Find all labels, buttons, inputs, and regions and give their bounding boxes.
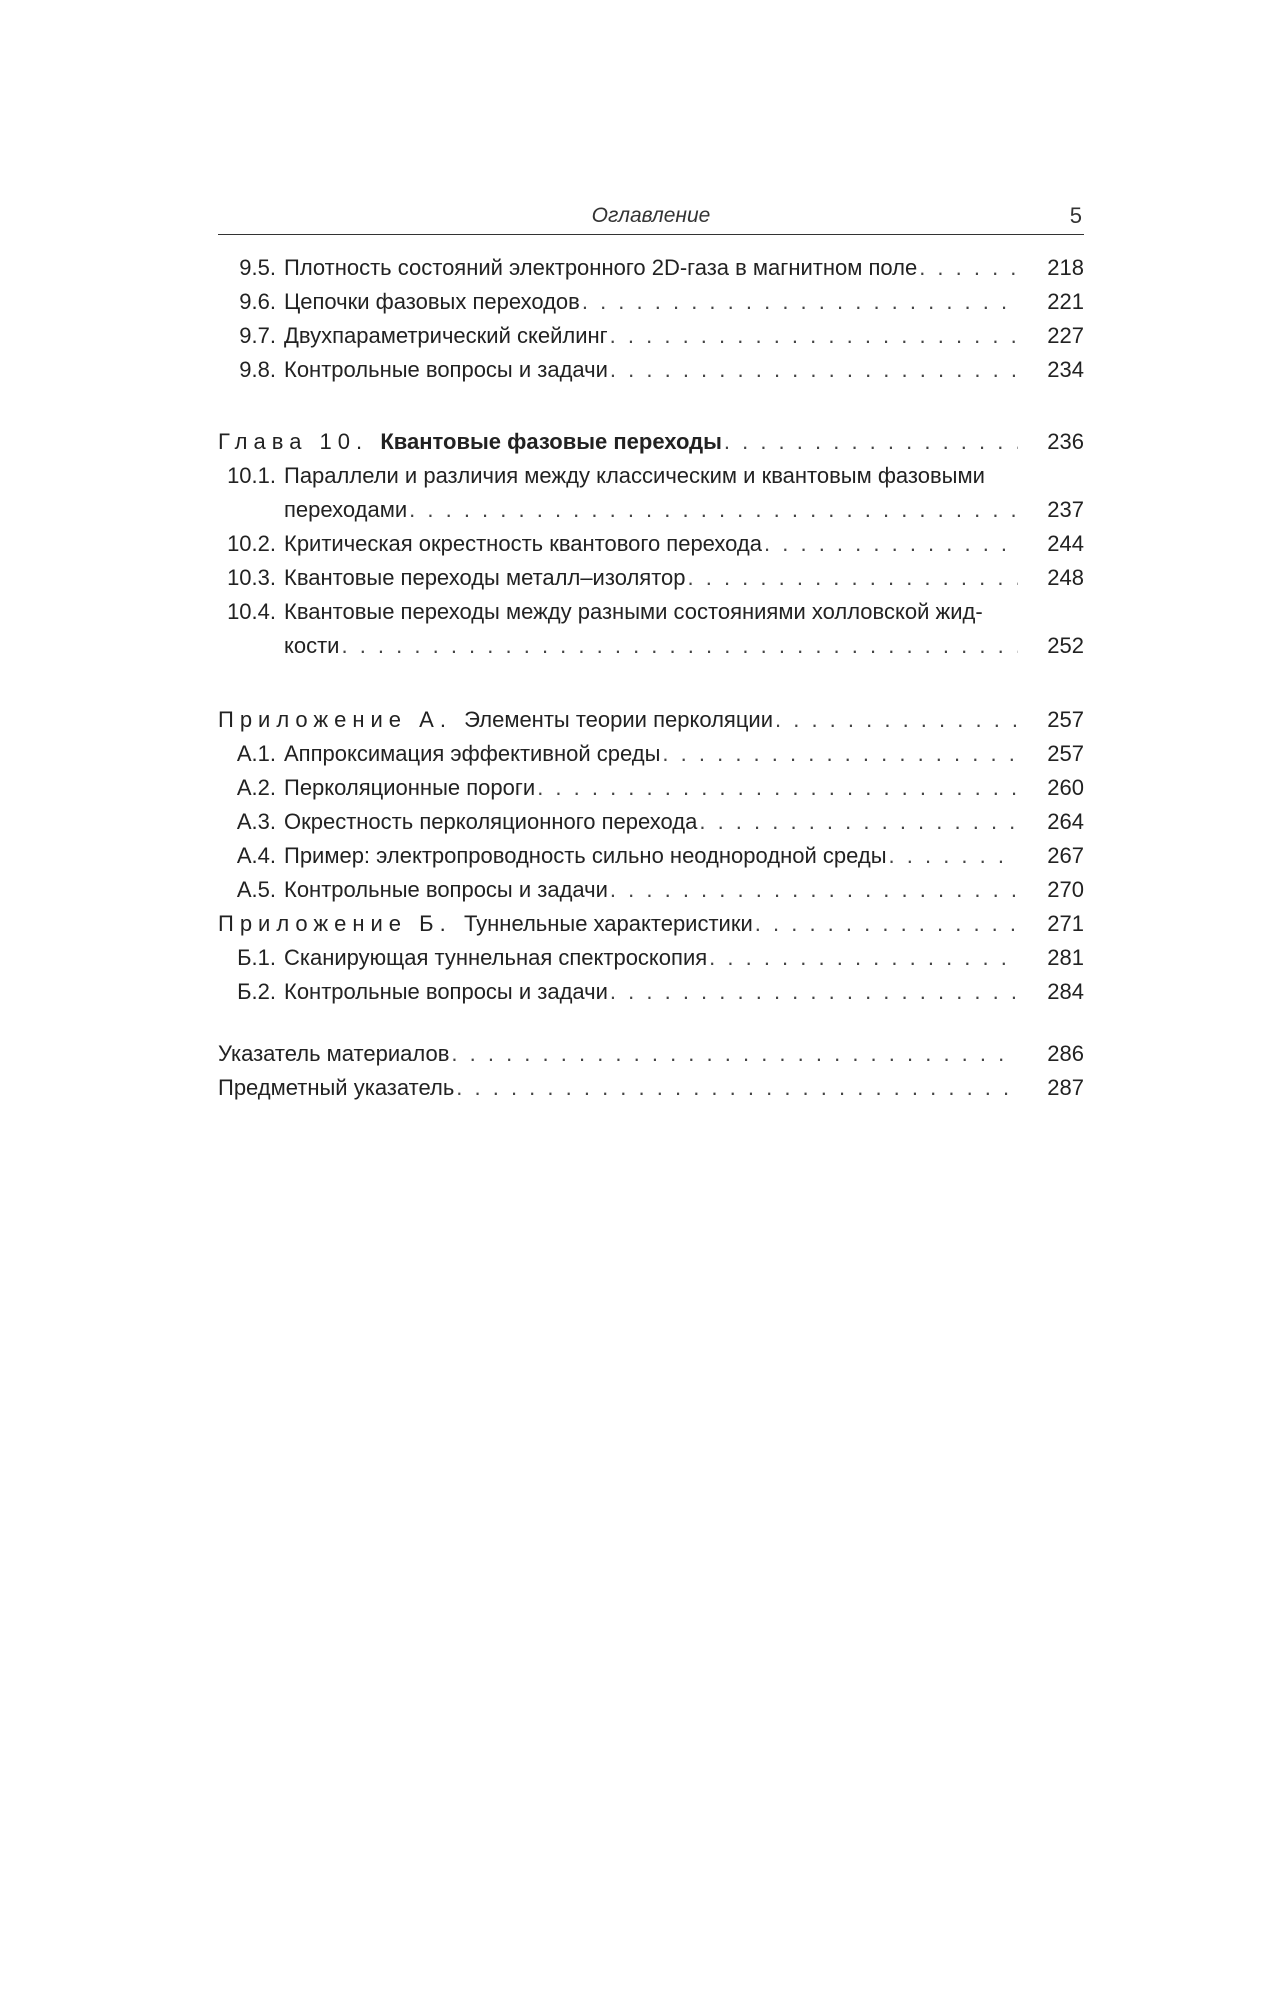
leader-dots [889,839,1018,873]
toc-entry[interactable] [218,873,1084,907]
section-number: 10.4. [227,599,276,624]
toc-entry[interactable] [218,941,1084,975]
toc-entry[interactable] [218,737,1084,771]
chapter-title: Квантовые фазовые переходы [380,429,722,454]
section-number: 9.8. [239,357,276,382]
section-title-line1: Квантовые переходы между разными состояниями холловской жид- [284,599,983,624]
leader-dots [610,353,1018,387]
leader-dots [610,975,1018,1009]
section-number: 9.5. [239,255,276,280]
section-title: Двухпараметрический скейлинг [284,323,608,348]
section-number: Б.2. [237,979,276,1004]
toc-entry[interactable] [218,319,1084,353]
toc-block-appendix-b [218,907,1084,1009]
leader-dots [775,703,1018,737]
leader-dots [724,425,1018,459]
section-number: 10.2. [227,531,276,556]
page-number: 270 [1047,877,1084,902]
toc-appendix-entry[interactable] [218,907,1084,941]
leader-dots [537,771,1018,805]
toc-chapter-entry[interactable] [218,425,1084,459]
section-title: Сканирующая туннельная спектроскопия [284,945,708,970]
page-number: 248 [1047,565,1084,590]
section-number: Б.1. [237,945,276,970]
section-title: Контрольные вопросы и задачи [284,877,608,902]
page-number: 252 [1047,633,1084,658]
section-title: Критическая окрестность квантового перехода [284,531,763,556]
appendix-title: Туннельные характеристики [463,911,753,936]
page-number: 271 [1047,911,1084,936]
page-number: 218 [1047,255,1084,280]
page-number: 287 [1047,1075,1084,1100]
section-title-line2: кости [284,633,340,658]
toc-page [218,200,1084,1105]
page-number: 286 [1047,1041,1084,1066]
toc-block-ch9 [218,251,1084,387]
page-number: 227 [1047,323,1084,348]
section-number: А.5. [236,877,276,902]
leader-dots [755,907,1018,941]
running-header [218,200,1084,235]
header-title: Оглавление [591,204,711,227]
section-title-line1: Параллели и различия между классическим и квантовым фазовыми [284,463,985,488]
toc-entry[interactable] [218,527,1084,561]
section-number: А.4. [236,843,276,868]
leader-dots [699,805,1018,839]
page-number: 221 [1047,289,1084,314]
leader-dots [688,561,1019,595]
leader-dots [764,527,1018,561]
toc-entry[interactable] [218,353,1084,387]
leader-dots [451,1037,1018,1071]
toc-block-indexes [218,1037,1084,1105]
section-title: Контрольные вопросы и задачи [284,357,608,382]
page-number: 237 [1047,497,1084,522]
section-number: А.1. [236,741,276,766]
leader-dots [709,941,1018,975]
appendix-title: Элементы теории перколяции [464,707,773,732]
toc-entry[interactable] [218,771,1084,805]
toc-appendix-entry[interactable] [218,703,1084,737]
page-number: 264 [1047,809,1084,834]
leader-dots [662,737,1018,771]
appendix-label: Приложение А. [218,707,452,732]
toc-index-entry[interactable] [218,1037,1084,1071]
section-title: Квантовые переходы металл–изолятор [284,565,686,590]
header-page-number: 5 [1069,203,1082,228]
page-number: 257 [1047,707,1084,732]
page-number: 244 [1047,531,1084,556]
section-title: Окрестность перколяционного перехода [284,809,698,834]
toc-entry[interactable] [218,459,1084,527]
chapter-label: Глава 10. [218,429,369,454]
section-number: А.3. [236,809,276,834]
leader-dots [919,251,1018,285]
leader-dots [456,1071,1018,1105]
page-number: 267 [1047,843,1084,868]
page-number: 234 [1047,357,1084,382]
toc-entry[interactable] [218,839,1084,873]
section-title: Пример: электропроводность сильно неоднородной среды [284,843,887,868]
section-number: 10.3. [227,565,276,590]
section-title: Контрольные вопросы и задачи [284,979,608,1004]
toc-entry[interactable] [218,561,1084,595]
toc-entry[interactable] [218,975,1084,1009]
section-title: Перколяционные пороги [284,775,536,800]
page-number: 236 [1047,429,1084,454]
leader-dots [409,493,1018,527]
toc-block-ch10 [218,425,1084,663]
toc-entry[interactable] [218,285,1084,319]
section-title: Аппроксимация эффективной среды [284,741,661,766]
leader-dots [582,285,1018,319]
section-title-line2: переходами [284,497,408,522]
index-title: Предметный указатель [218,1075,455,1100]
page-number: 284 [1047,979,1084,1004]
leader-dots [341,629,1018,663]
section-number: 10.1. [227,463,276,488]
toc-entry[interactable] [218,595,1084,663]
toc-index-entry[interactable] [218,1071,1084,1105]
section-number: 9.7. [239,323,276,348]
page-number: 260 [1047,775,1084,800]
section-number: 9.6. [239,289,276,314]
toc-block-appendix-a [218,703,1084,907]
appendix-label: Приложение Б. [218,911,452,936]
index-title: Указатель материалов [218,1041,450,1066]
leader-dots [610,319,1018,353]
toc-entry[interactable] [218,805,1084,839]
section-number: А.2. [236,775,276,800]
section-title: Плотность состояний электронного 2D-газа в магнитном поле [284,255,918,280]
section-title: Цепочки фазовых переходов [284,289,580,314]
page-number: 281 [1047,945,1084,970]
toc-entry[interactable] [218,251,1084,285]
leader-dots [610,873,1018,907]
page-number: 257 [1047,741,1084,766]
